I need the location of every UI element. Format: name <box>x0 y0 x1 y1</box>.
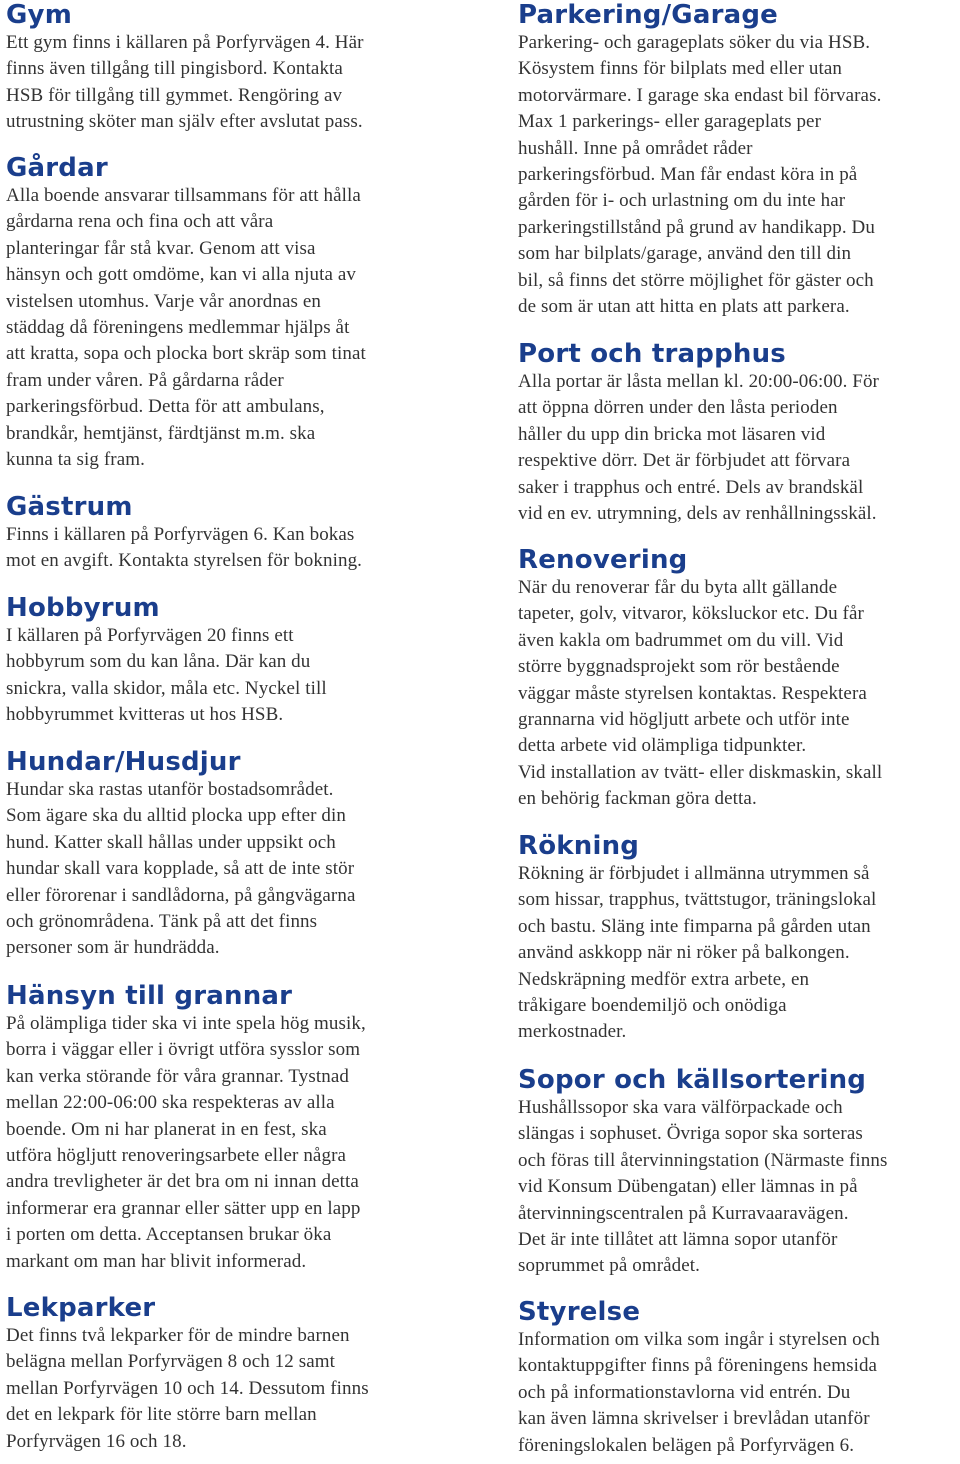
section-heading: Lekparker <box>6 1293 156 1323</box>
section-port-och-trapphus <box>518 339 958 527</box>
section-body: När du renoverar får du byta allt gällande tapeter, golv, vitvaror, köksluckor etc. Du får även kakla om badrummet om du vill. Vid större byggnadsprojekt som rör bestående väggar måste styrelsen kontaktas. Respektera grannarna vid högljutt arbete och utför inte detta arbete vid olämpliga tidpunkter. Vid installation av tvätt- eller diskmaskin, skall en behörig fackman göra detta. <box>518 577 883 810</box>
section-heading: Gästrum <box>6 492 133 522</box>
section-body: Alla portar är låsta mellan kl. 20:00-06:00. För att öppna dörren under den låsta perioden håller du upp din bricka mot läsaren vid respektive dörr. Det är förbjudet att förvara saker i trapphus och entré. Dels av brandskäl vid en ev. utrymning, dels av renhållningsskäl. <box>518 371 879 525</box>
section-heading: Hänsyn till grannar <box>6 981 293 1011</box>
section-heading: Parkering/Garage <box>518 0 779 30</box>
section-body: Information om vilka som ingår i styrelsen och kontaktuppgifter finns på föreningens hemsida och på informationstavlorna vid entrén. Du kan även lämna skrivelser i brevlådan utanför föreningslokalen belägen på Porfyrvägen 6. <box>518 1329 880 1456</box>
section-hansyn-till-grannar <box>6 981 451 1275</box>
section-body: Hundar ska rastas utanför bostadsområdet. Som ägare ska du alltid plocka upp efter din hund. Katter skall hållas under uppsikt och hundar skall vara kopplade, så att de inte stör eller förorenar i sandlådorna, på gångvägarna och grönområdena. Tänk på att det finns personer som är hundrädda. <box>6 779 356 959</box>
section-renovering <box>518 545 958 813</box>
section-heading: Hundar/Husdjur <box>6 747 241 777</box>
section-lekparker <box>6 1293 451 1455</box>
section-body: Det finns två lekparker för de mindre barnen belägna mellan Porfyrvägen 8 och 12 samt mellan Porfyrvägen 10 och 14. Dessutom finns det en lekpark för lite större barn mellan Porfyrvägen 16 och 18. <box>6 1325 369 1452</box>
section-gardar <box>6 153 451 473</box>
section-body: Alla boende ansvarar tillsammans för att hålla gårdarna rena och fina och att våra planteringar får stå kvar. Genom att visa hänsyn och gott omdöme, kan vi alla njuta av vistelsen utomhus. Varje vår anordnas en städdag då föreningens medlemmar hjälps åt att kratta, sopa och plocka bort skräp som tinat fram under våren. På gårdarna råder parkeringsförbud. Detta för att ambulans, brandkår, hemtjänst, färdtjänst m.m. ska kunna ta sig fram. <box>6 185 366 471</box>
section-heading: Port och trapphus <box>518 339 786 369</box>
section-hobbyrum <box>6 593 451 729</box>
section-body: Rökning är förbjudet i allmänna utrymmen så som hissar, trapphus, tvättstugor, träningslokal och bastu. Släng inte fimparna på gården utan använd askkopp när ni röker på balkongen. Nedskräpning medför extra arbete, en tråkigare boendemiljö och onödiga merkostnader. <box>518 863 877 1043</box>
section-body: I källaren på Porfyrvägen 20 finns ett hobbyrum som du kan låna. Där kan du snickra, valla skidor, måla etc. Nyckel till hobbyrummet kvitteras ut hos HSB. <box>6 625 327 726</box>
section-heading: Rökning <box>518 831 640 861</box>
section-heading: Renovering <box>518 545 688 575</box>
section-styrelse <box>518 1297 958 1459</box>
section-body: Ett gym finns i källaren på Porfyrvägen 4. Här finns även tillgång till pingisbord. Kontakta HSB för tillgång till gymmet. Rengöring av utrustning sköter man själv efter avslutat pass. <box>6 32 364 133</box>
section-heading: Gårdar <box>6 153 108 183</box>
section-body: Finns i källaren på Porfyrvägen 6. Kan bokas mot en avgift. Kontakta styrelsen för bokning. <box>6 524 363 572</box>
section-body: Hushållssopor ska vara välförpackade och slängas i sophuset. Övriga sopor ska sorteras och föras till återvinningstation (Närmaste finns vid Konsum Dübengatan) eller lämnas in på återvinningscentralen på Kurravaaravägen. Det är inte tillåtet att lämna sopor utanför soprummet på området. <box>518 1097 888 1277</box>
section-gastrum <box>6 492 451 575</box>
section-rokning <box>518 831 958 1046</box>
section-heading: Gym <box>6 0 72 30</box>
section-heading: Styrelse <box>518 1297 641 1327</box>
section-body: På olämpliga tider ska vi inte spela hög musik, borra i väggar eller i övrigt utföra sysslor som kan verka störande för våra grannar. Tystnad mellan 22:00-06:00 ska respekteras av alla boende. Om ni har planerat in en fest, ska utföra högljutt renoveringsarbete eller några andra trevligheter är det bra om ni innan detta informerar era grannar eller sätter upp en lapp i porten om detta. Acceptansen brukar öka markant om man har blivit informerad. <box>6 1013 366 1272</box>
section-hundar-husdjur <box>6 747 451 962</box>
section-heading: Sopor och källsortering <box>518 1065 867 1095</box>
section-gym <box>6 0 451 136</box>
section-sopor-och-kallsortering <box>518 1065 958 1280</box>
section-parkering-garage <box>518 0 958 320</box>
section-body: Parkering- och garageplats söker du via HSB. Kösystem finns för bilplats med eller utan motorvärmare. I garage ska endast bil förvaras. Max 1 parkerings- eller garageplats per hushåll. Inne på området råder parkeringsförbud. Man får endast köra in på gården för i- och urlastning om du inte har parkeringstillstånd på grund av handikapp. Du som har bilplats/garage, använd den till din bil, så finns det större möjlighet för gäster och de som är utan att hitta en plats att parkera. <box>518 32 882 318</box>
section-heading: Hobbyrum <box>6 593 160 623</box>
